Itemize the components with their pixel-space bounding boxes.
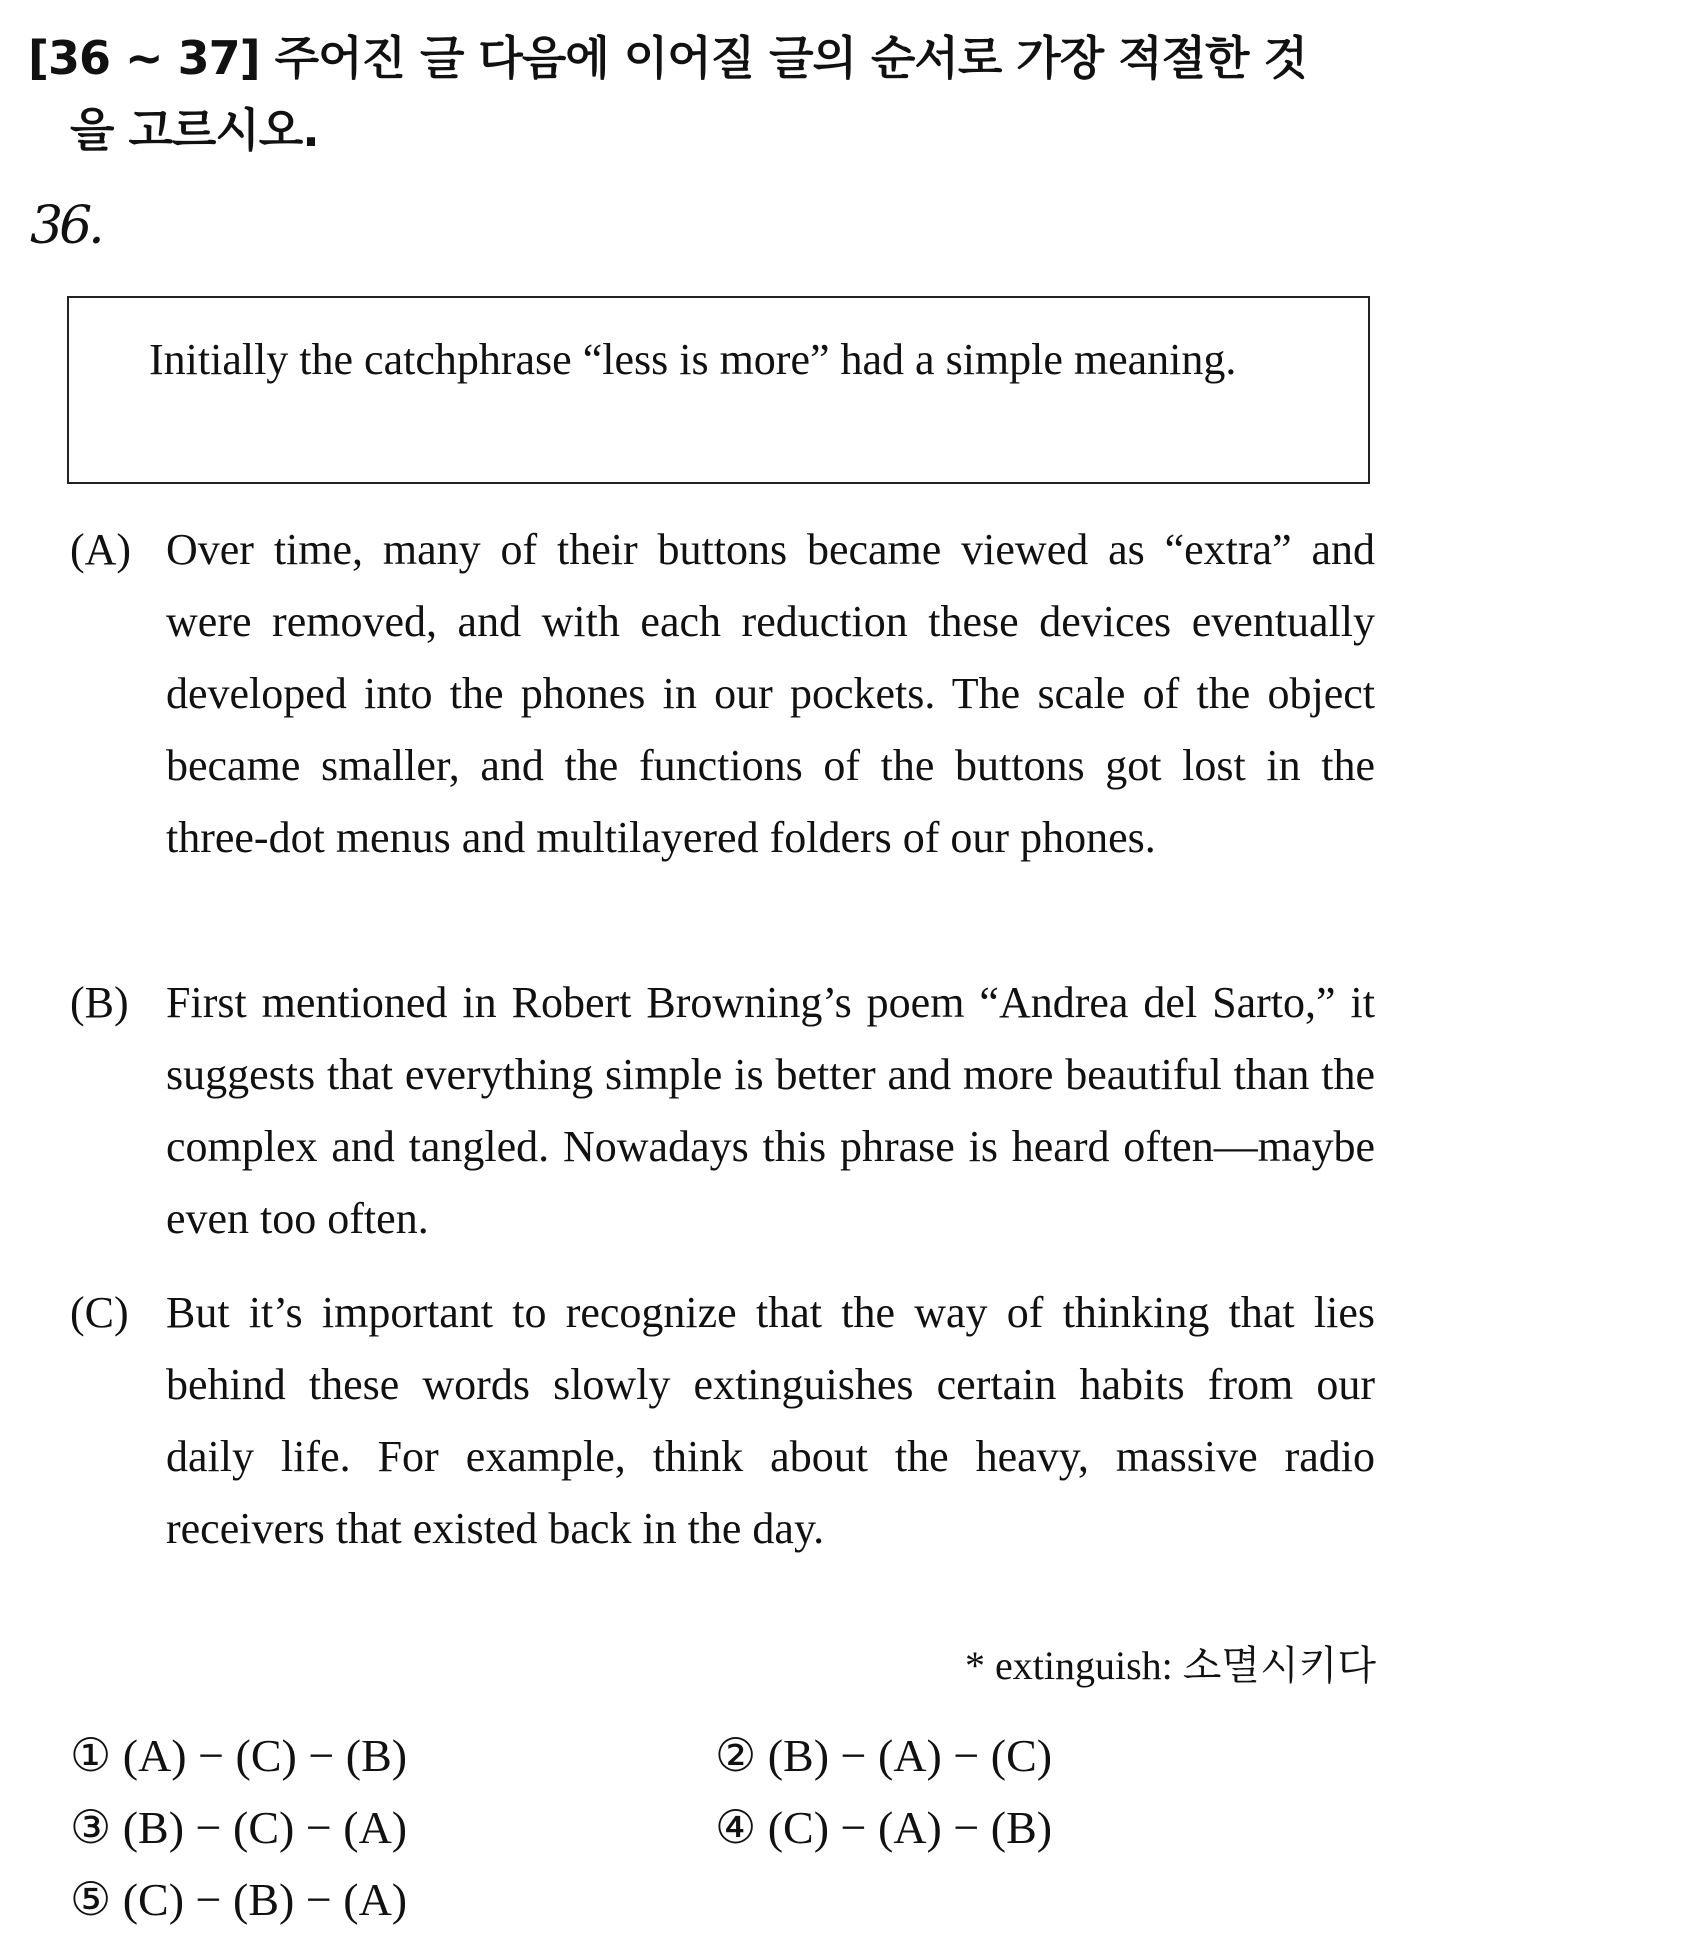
question-number: 36. [30,196,101,256]
paragraph-c [70,1277,1375,1565]
paragraph-label: (B) [70,978,129,1027]
choice-5[interactable]: ⑤ (C) − (B) − (A) [70,1874,408,1925]
question-instruction [28,22,1388,166]
choice-2[interactable]: ② (B) − (A) − (C) [715,1730,1053,1781]
paragraph-label: (C) [70,1288,129,1337]
given-text: Initially the catchphrase “less is more” had a simple meaning. [149,335,1237,384]
paragraph-label: (A) [70,525,132,574]
paragraph-text: First mentioned in Robert Browning’s poem “Andrea del Sarto,” it suggests that everything simple is better and more beautiful than the complex and tangled. Nowadays this phrase is heard often—maybe even too often. [166,978,1375,1243]
instruction-line-2: 을 고르시오. [70,103,319,157]
footnote: * extinguish: 소멸시키다 [965,1643,1376,1688]
choice-1[interactable]: ① (A) − (C) − (B) [70,1730,408,1781]
paragraph-a [70,514,1375,874]
given-text-box [67,296,1370,484]
choice-4[interactable]: ④ (C) − (A) − (B) [715,1802,1053,1853]
choice-3[interactable]: ③ (B) − (C) − (A) [70,1802,408,1853]
instruction-line-1: [36 ~ 37] 주어진 글 다음에 이어질 글의 순서로 가장 적절한 것 [28,31,1307,85]
paragraph-text: Over time, many of their buttons became viewed as “extra” and were removed, and with each reduction these devices eventually developed into the phones in our pockets. The scale of the object became smaller, and the functions of the buttons got lost in the three-dot menus and multilayered folders of our phones. [166,525,1375,862]
paragraph-b [70,967,1375,1255]
paragraph-text: But it’s important to recognize that the way of thinking that lies behind these words slowly extinguishes certain habits from our daily life. For example, think about the heavy, massive radio receivers that existed back in the day. [166,1288,1375,1553]
